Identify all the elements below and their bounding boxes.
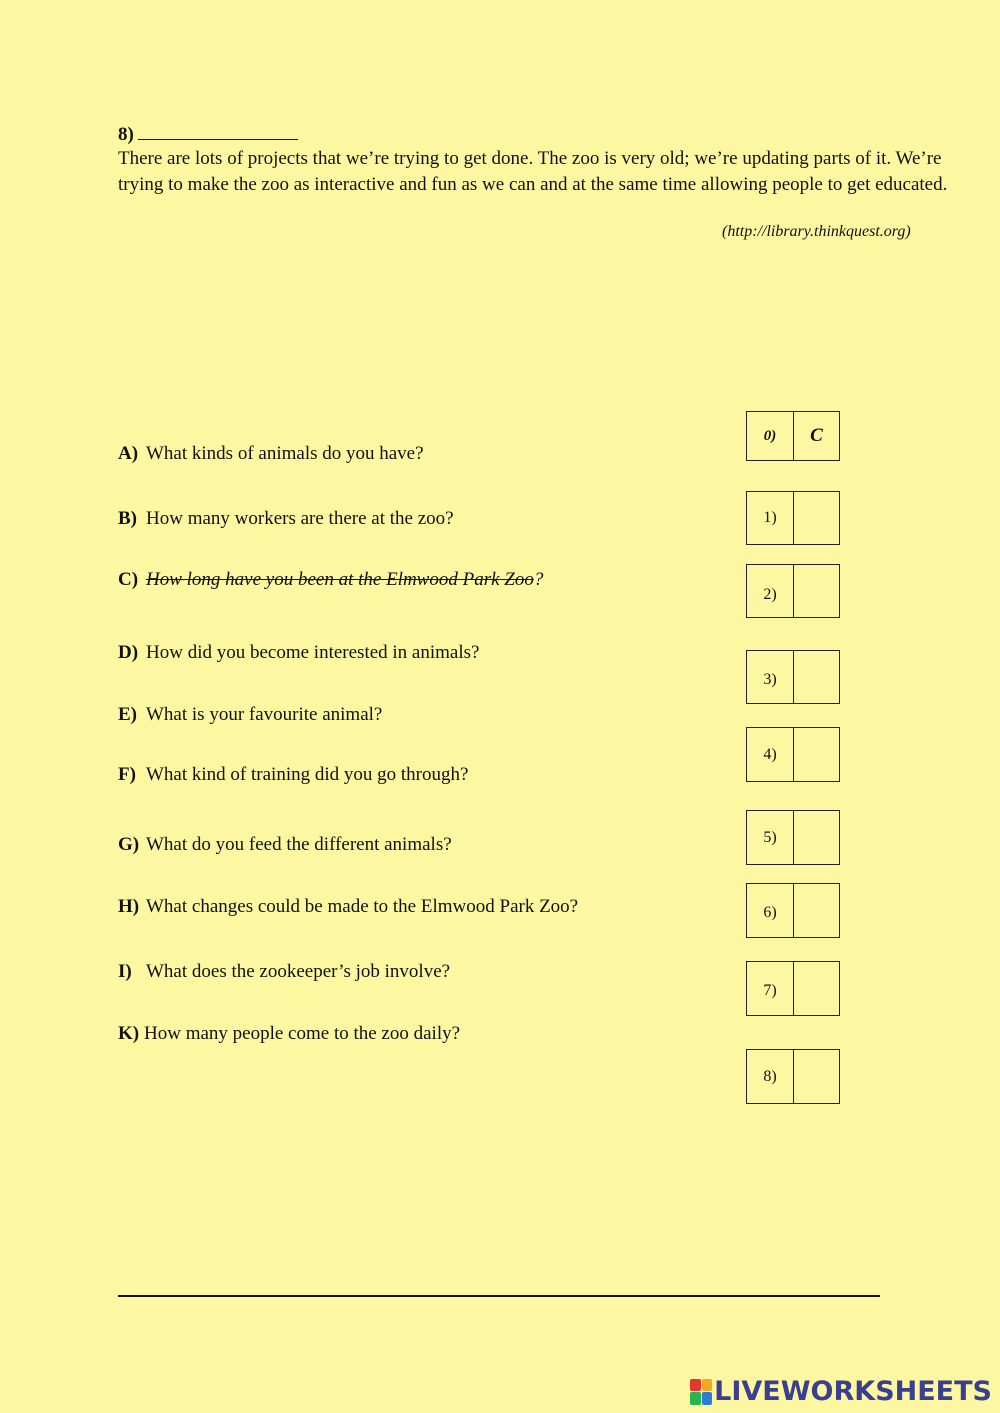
answer-number: 3) xyxy=(747,651,794,703)
question-letter: F) xyxy=(118,764,136,785)
answer-box-0 xyxy=(746,411,840,461)
question-b xyxy=(118,508,454,530)
question-d xyxy=(118,642,479,664)
question-text: What is your favourite animal? xyxy=(146,704,383,725)
brand-text: LIVEWORKSHEETS xyxy=(714,1376,992,1407)
answer-input[interactable] xyxy=(794,1050,839,1103)
answer-box-5 xyxy=(746,810,840,865)
question-text: What changes could be made to the Elmwood Park Zoo? xyxy=(146,896,579,917)
answer-box-6 xyxy=(746,883,840,938)
item-8-blank xyxy=(138,123,298,140)
answer-value: C xyxy=(810,425,823,446)
answer-box-2 xyxy=(746,564,840,618)
answer-input[interactable] xyxy=(794,651,839,703)
question-text: How many people come to the zoo daily? xyxy=(144,1023,461,1044)
answer-number: 0) xyxy=(747,412,794,460)
item-8-header xyxy=(118,123,298,146)
answer-number: 4) xyxy=(747,728,794,781)
answer-input[interactable] xyxy=(794,728,839,781)
question-letter: A) xyxy=(118,443,139,464)
question-letter: D) xyxy=(118,642,139,663)
question-text: What does the zookeeper’s job involve? xyxy=(146,961,451,982)
question-letter: C) xyxy=(118,569,139,590)
question-letter: H) xyxy=(118,896,140,917)
question-i xyxy=(118,961,450,983)
answer-input[interactable] xyxy=(794,565,839,617)
answer-number: 1) xyxy=(747,492,794,544)
question-letter: G) xyxy=(118,834,140,855)
question-c xyxy=(118,569,543,591)
question-letter: B) xyxy=(118,508,137,529)
question-f xyxy=(118,764,468,786)
question-letter: I) xyxy=(118,961,132,982)
source-citation: (http://library.thinkquest.org) xyxy=(722,223,911,240)
item-8-label: 8) xyxy=(118,124,134,145)
answer-input[interactable] xyxy=(794,811,839,864)
question-letter: E) xyxy=(118,704,137,725)
footer-divider xyxy=(118,1295,880,1297)
question-letter: K) xyxy=(118,1023,140,1044)
answer-input[interactable] xyxy=(794,962,839,1015)
liveworksheets-watermark xyxy=(690,1376,992,1407)
answer-box-4 xyxy=(746,727,840,782)
question-k xyxy=(118,1023,460,1045)
answer-number: 5) xyxy=(747,811,794,864)
answer-number: 7) xyxy=(747,962,794,1015)
answer-box-3 xyxy=(746,650,840,704)
question-text: What kind of training did you go through? xyxy=(146,764,469,785)
question-text: What do you feed the different animals? xyxy=(146,834,452,855)
answer-number: 2) xyxy=(747,565,794,617)
question-text: How many workers are there at the zoo? xyxy=(146,508,454,529)
answer-input[interactable] xyxy=(794,884,839,937)
answer-number: 6) xyxy=(747,884,794,937)
question-e xyxy=(118,704,382,726)
question-text-struck: How long have you been at the Elmwood Park Zoo xyxy=(146,569,534,590)
question-text: What kinds of animals do you have? xyxy=(146,443,424,464)
answer-box-8 xyxy=(746,1049,840,1104)
liveworksheets-logo-icon xyxy=(690,1379,712,1405)
item-8-paragraph: There are lots of projects that we’re trying to get done. The zoo is very old; we’re updating parts of it. We’re trying to make the zoo as interactive and fun as we can and at the same time allowing people to get educated. xyxy=(118,148,948,195)
answer-box-1 xyxy=(746,491,840,545)
question-text: How did you become interested in animals? xyxy=(146,642,480,663)
question-mark: ? xyxy=(533,569,544,590)
question-g xyxy=(118,834,452,856)
question-a xyxy=(118,443,424,465)
answer-box-7 xyxy=(746,961,840,1016)
answer-input[interactable] xyxy=(794,492,839,544)
question-h xyxy=(118,896,578,918)
answer-number: 8) xyxy=(747,1050,794,1103)
